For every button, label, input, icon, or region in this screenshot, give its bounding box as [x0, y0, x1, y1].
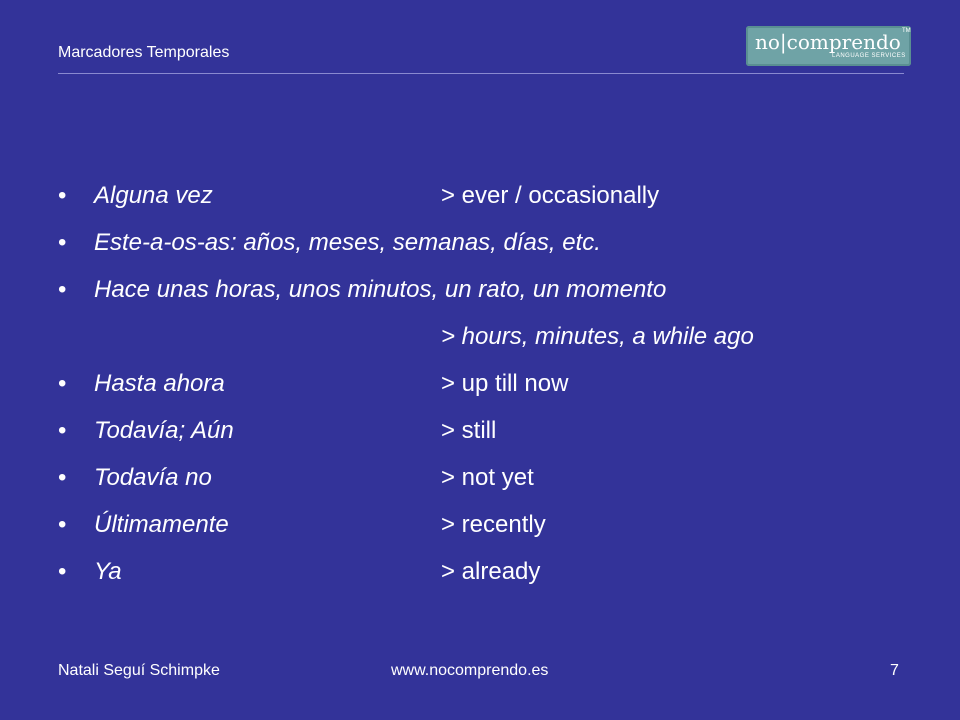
footer-author: Natali Seguí Schimpke	[58, 662, 220, 679]
meaning: > not yet	[441, 464, 534, 491]
bullet-icon: •	[58, 182, 67, 209]
list-item	[58, 219, 918, 266]
meaning: > up till now	[441, 370, 569, 397]
term: Todavía; Aún	[94, 417, 234, 444]
bullet-icon: •	[58, 229, 67, 256]
header-divider	[58, 73, 904, 74]
bullet-icon: •	[58, 558, 67, 585]
meaning: > already	[441, 558, 541, 585]
term: Últimamente	[94, 511, 229, 538]
bullet-icon: •	[58, 464, 67, 491]
logo-text: no|comprendo	[755, 30, 901, 54]
logo	[746, 26, 911, 66]
list-item	[58, 266, 918, 313]
logo-subtitle: LANGUAGE SERVICES	[832, 53, 906, 59]
term: Este-a-os-as: años, meses, semanas, días, etc.	[94, 229, 601, 256]
list-item	[58, 454, 918, 501]
list-item	[58, 501, 918, 548]
meaning: > recently	[441, 511, 546, 538]
footer-website: www.nocomprendo.es	[391, 662, 549, 679]
slide-title: Marcadores Temporales	[58, 44, 230, 61]
bullet-icon: •	[58, 276, 67, 303]
logo-trademark: TM	[902, 28, 911, 34]
meaning: > still	[441, 417, 497, 444]
meaning: > ever / occasionally	[441, 182, 660, 209]
page-number: 7	[890, 662, 899, 679]
bullet-icon: •	[58, 511, 67, 538]
list-item	[58, 172, 918, 219]
meaning: > hours, minutes, a while ago	[441, 323, 754, 350]
term: Hace unas horas, unos minutos, un rato, un momento	[94, 276, 667, 303]
term: Alguna vez	[94, 182, 213, 209]
bullet-list	[58, 172, 918, 595]
list-item	[58, 407, 918, 454]
list-item	[58, 360, 918, 407]
term: Ya	[94, 558, 122, 585]
list-item	[58, 313, 918, 360]
bullet-icon: •	[58, 417, 67, 444]
list-item	[58, 548, 918, 595]
bullet-icon: •	[58, 370, 67, 397]
term: Todavía no	[94, 464, 212, 491]
term: Hasta ahora	[94, 370, 225, 397]
